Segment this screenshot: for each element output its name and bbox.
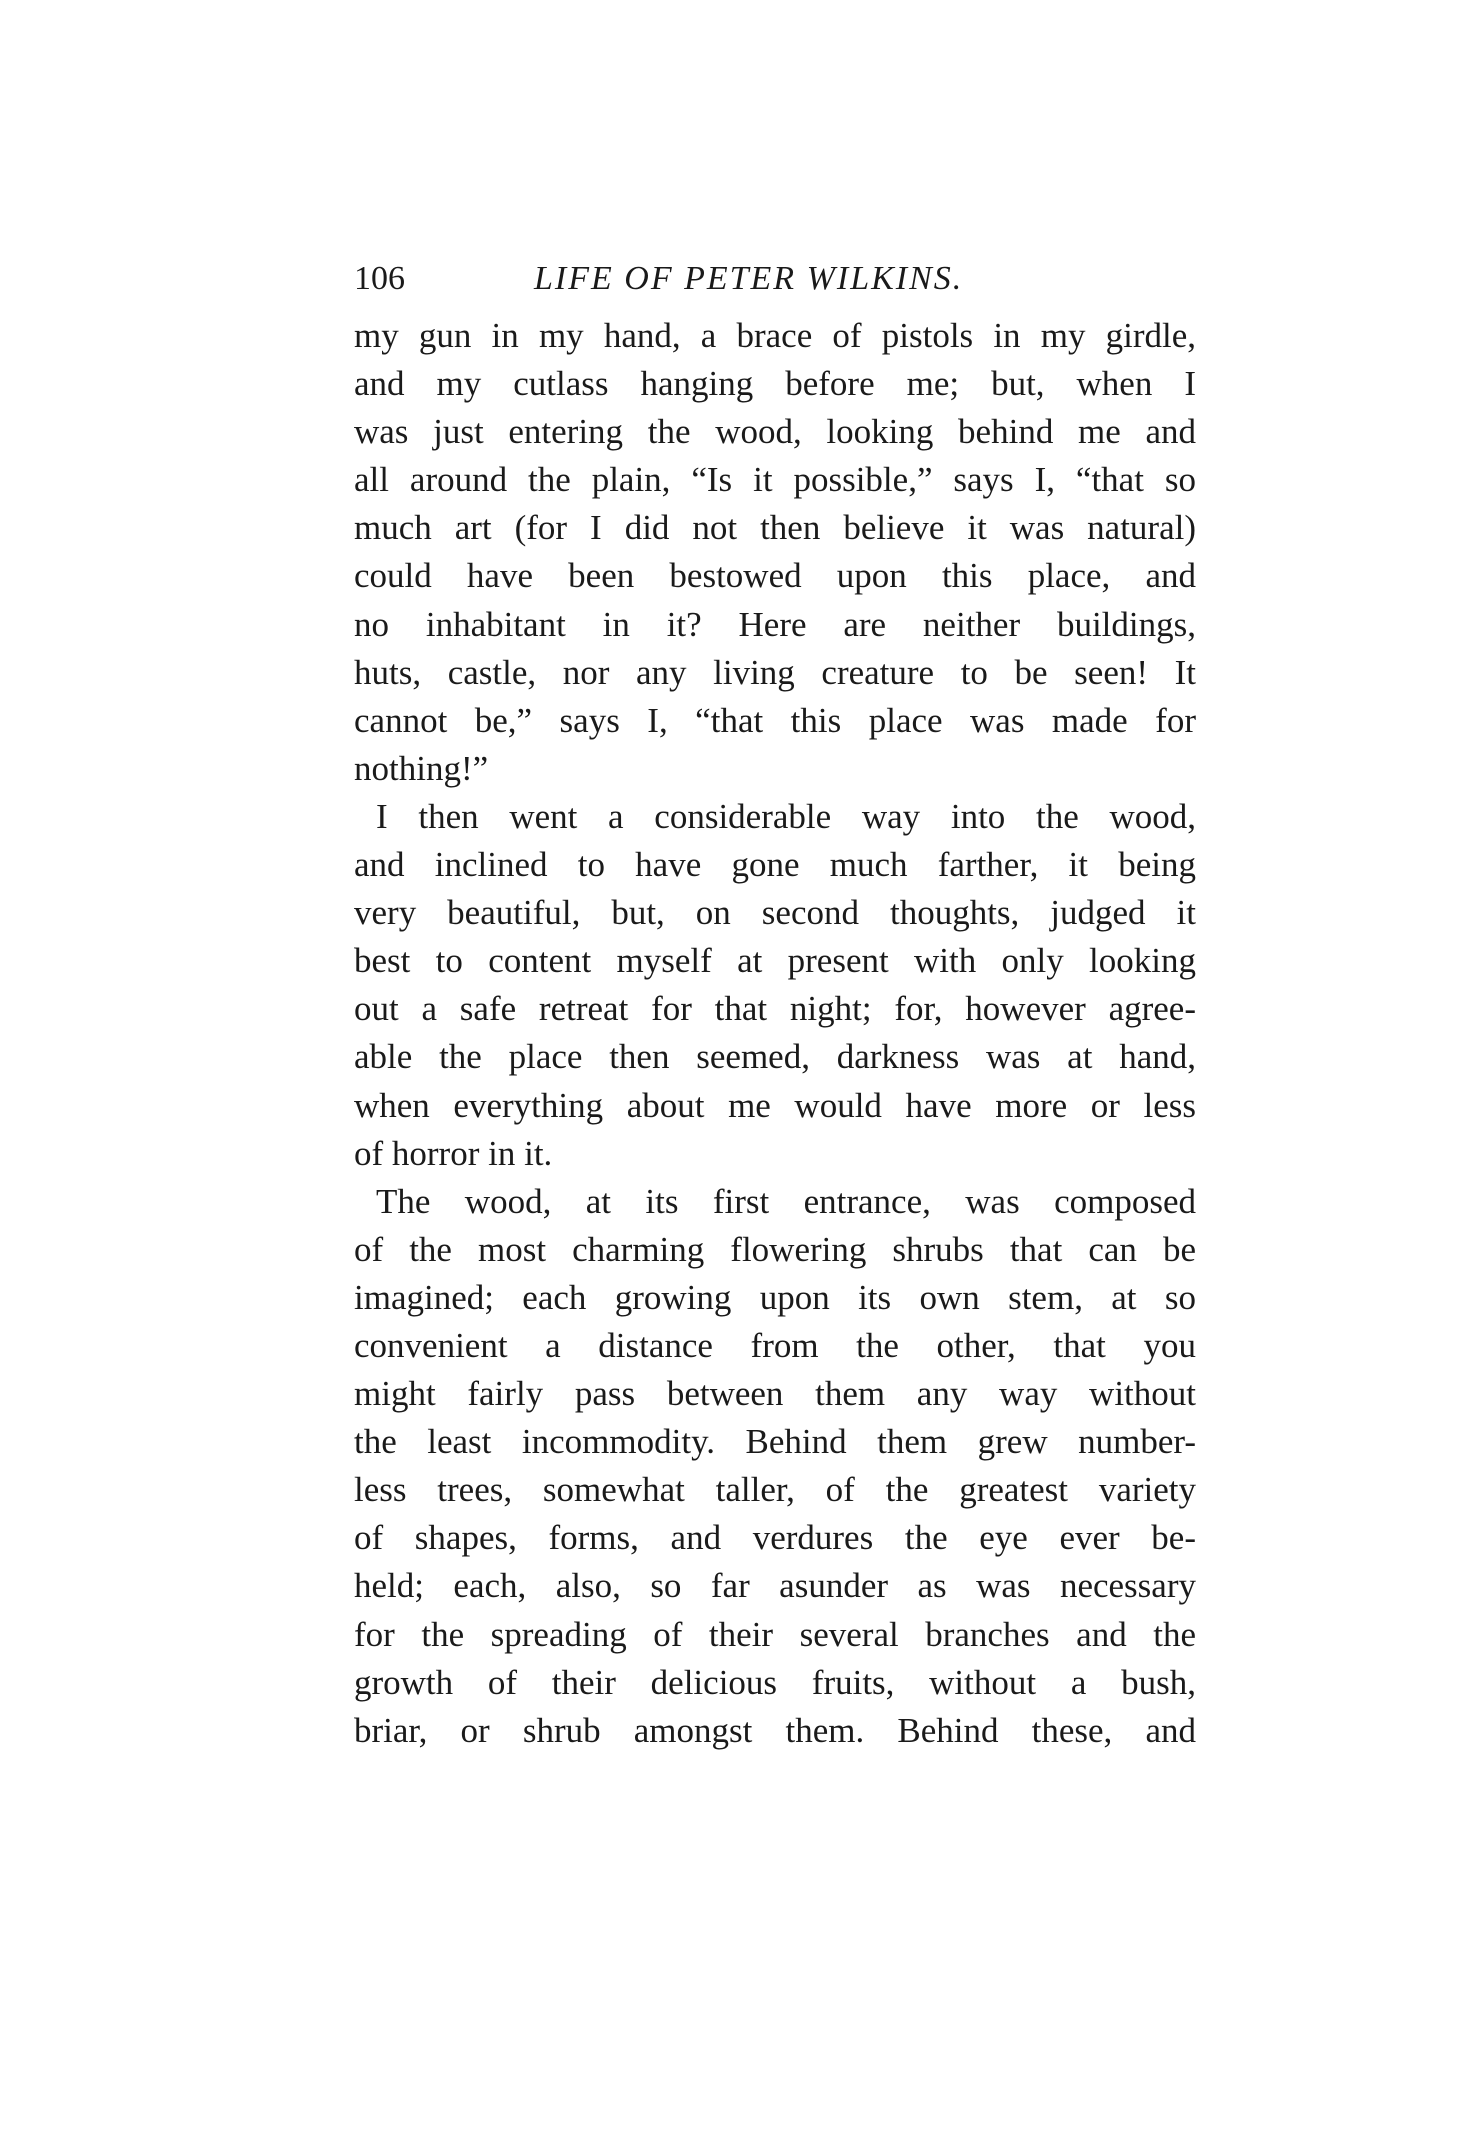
text-line: huts, castle, nor any living creature to be seen! It (354, 652, 1196, 692)
body-text (354, 312, 1196, 1755)
text-line: best to content myself at present with only looking (354, 941, 1196, 981)
text-line: imagined; each growing upon its own stem, at so (354, 1277, 1196, 1317)
running-head (354, 256, 1204, 302)
text-line: could have been bestowed upon this place, and (354, 556, 1196, 596)
text-line: of horror in it. (354, 1133, 553, 1173)
text-line: The wood, at its first entrance, was composed (376, 1181, 1196, 1221)
text-line: when everything about me would have more or less (354, 1085, 1196, 1125)
text-line: able the place then seemed, darkness was at hand, (354, 1037, 1196, 1077)
text-line: for the spreading of their several branches and the (354, 1614, 1196, 1654)
book-title: LIFE OF PETER WILKINS. (534, 260, 964, 297)
text-line: nothing!” (354, 748, 489, 788)
text-line: might fairly pass between them any way without (354, 1374, 1196, 1414)
text-line: and my cutlass hanging before me; but, when I (354, 364, 1196, 404)
text-line: was just entering the wood, looking behind me and (354, 412, 1196, 452)
text-line: very beautiful, but, on second thoughts, judged it (354, 893, 1196, 933)
text-line: and inclined to have gone much farther, it being (354, 845, 1196, 885)
text-line: out a safe retreat for that night; for, however agree- (354, 989, 1196, 1029)
text-line: briar, or shrub amongst them. Behind these, and (354, 1710, 1196, 1750)
page-number: 106 (354, 260, 405, 297)
text-line: of shapes, forms, and verdures the eye ever be- (354, 1518, 1196, 1558)
text-line: the least incommodity. Behind them grew number- (354, 1422, 1196, 1462)
text-line: convenient a distance from the other, that you (354, 1325, 1196, 1365)
text-line: much art (for I did not then believe it was natural) (354, 508, 1196, 548)
text-line: no inhabitant in it? Here are neither buildings, (354, 604, 1196, 644)
text-line: growth of their delicious fruits, without a bush, (354, 1662, 1196, 1702)
text-line: all around the plain, “Is it possible,” says I, “that so (354, 460, 1196, 500)
text-line: less trees, somewhat taller, of the greatest variety (354, 1470, 1196, 1510)
text-line: my gun in my hand, a brace of pistols in my girdle, (354, 316, 1196, 355)
text-line: of the most charming flowering shrubs that can be (354, 1229, 1196, 1269)
text-line: I then went a considerable way into the wood, (376, 796, 1196, 836)
text-line: held; each, also, so far asunder as was necessary (354, 1566, 1196, 1606)
text-line: cannot be,” says I, “that this place was made for (354, 700, 1196, 740)
